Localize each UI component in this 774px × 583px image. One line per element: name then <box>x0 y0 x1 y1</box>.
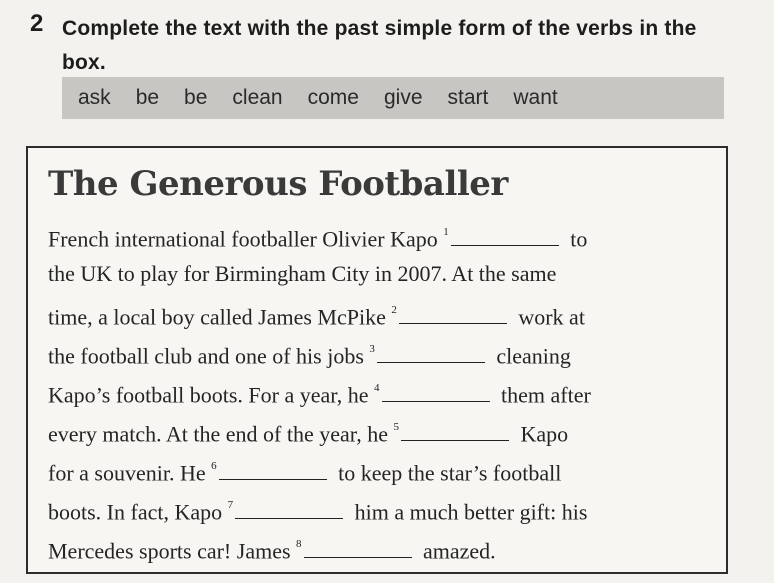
gap-blank[interactable] <box>304 537 412 558</box>
story-line <box>48 259 718 289</box>
line-text: amazed. <box>417 538 496 564</box>
line-text: Mercedes sports car! James <box>48 538 297 564</box>
line-text: for a souvenir. He <box>48 460 212 486</box>
story-line <box>48 415 718 445</box>
line-text: him a much better gift: his <box>349 499 588 525</box>
line-text: Kapo <box>514 421 569 447</box>
story-line <box>48 220 718 250</box>
gap-blank[interactable] <box>377 342 485 363</box>
gap-blank[interactable] <box>401 420 509 441</box>
word-box-item: clean <box>232 86 283 109</box>
line-text: the football club and one of his jobs <box>48 343 370 369</box>
line-text: work at <box>512 304 585 330</box>
gap-number: 8 <box>296 538 302 550</box>
gap-number: 6 <box>211 460 217 472</box>
verb-word-box <box>62 77 724 119</box>
line-text: every match. At the end of the year, he <box>48 421 394 447</box>
story-box <box>26 146 728 574</box>
word-box-item: come <box>307 86 359 109</box>
line-text: the UK to play for Birmingham City in 2007. At the same <box>48 261 557 286</box>
line-text: Kapo’s football boots. For a year, he <box>48 382 374 408</box>
line-text: time, a local boy called James McPike <box>48 304 392 330</box>
story-line <box>48 337 718 367</box>
gap-blank[interactable] <box>451 225 559 246</box>
exercise-number: 2 <box>30 10 44 37</box>
exercise-instruction: Complete the text with the past simple form of the verbs in the box. <box>62 17 697 74</box>
line-text: cleaning <box>490 343 571 369</box>
story-line <box>48 376 718 406</box>
story-line <box>48 532 718 562</box>
line-text: to <box>564 226 588 252</box>
gap-number: 7 <box>227 499 234 511</box>
gap-number: 3 <box>369 343 375 355</box>
story-line <box>48 454 718 484</box>
gap-blank[interactable] <box>219 459 327 480</box>
story-line <box>48 493 718 523</box>
word-box-item: want <box>513 86 558 109</box>
line-text: French international footballer Olivier Kapo <box>48 226 444 252</box>
word-box-item: ask <box>78 86 111 109</box>
line-text: them after <box>495 382 591 408</box>
gap-blank[interactable] <box>399 303 507 324</box>
gap-blank[interactable] <box>382 381 490 402</box>
gap-number: 4 <box>374 382 380 394</box>
word-box-item: be <box>184 86 208 109</box>
gap-number: 2 <box>391 304 397 316</box>
gap-number: 1 <box>443 226 449 238</box>
line-text: to keep the star’s football <box>332 460 562 486</box>
story-line <box>48 298 718 328</box>
word-box-item: give <box>383 86 423 109</box>
gap-number: 5 <box>393 421 399 433</box>
word-box-item: be <box>135 86 160 109</box>
story-title: The Generous Footballer <box>48 164 508 204</box>
line-text: boots. In fact, Kapo <box>48 499 228 525</box>
gap-blank[interactable] <box>235 498 343 519</box>
word-box-item: start <box>447 86 489 109</box>
